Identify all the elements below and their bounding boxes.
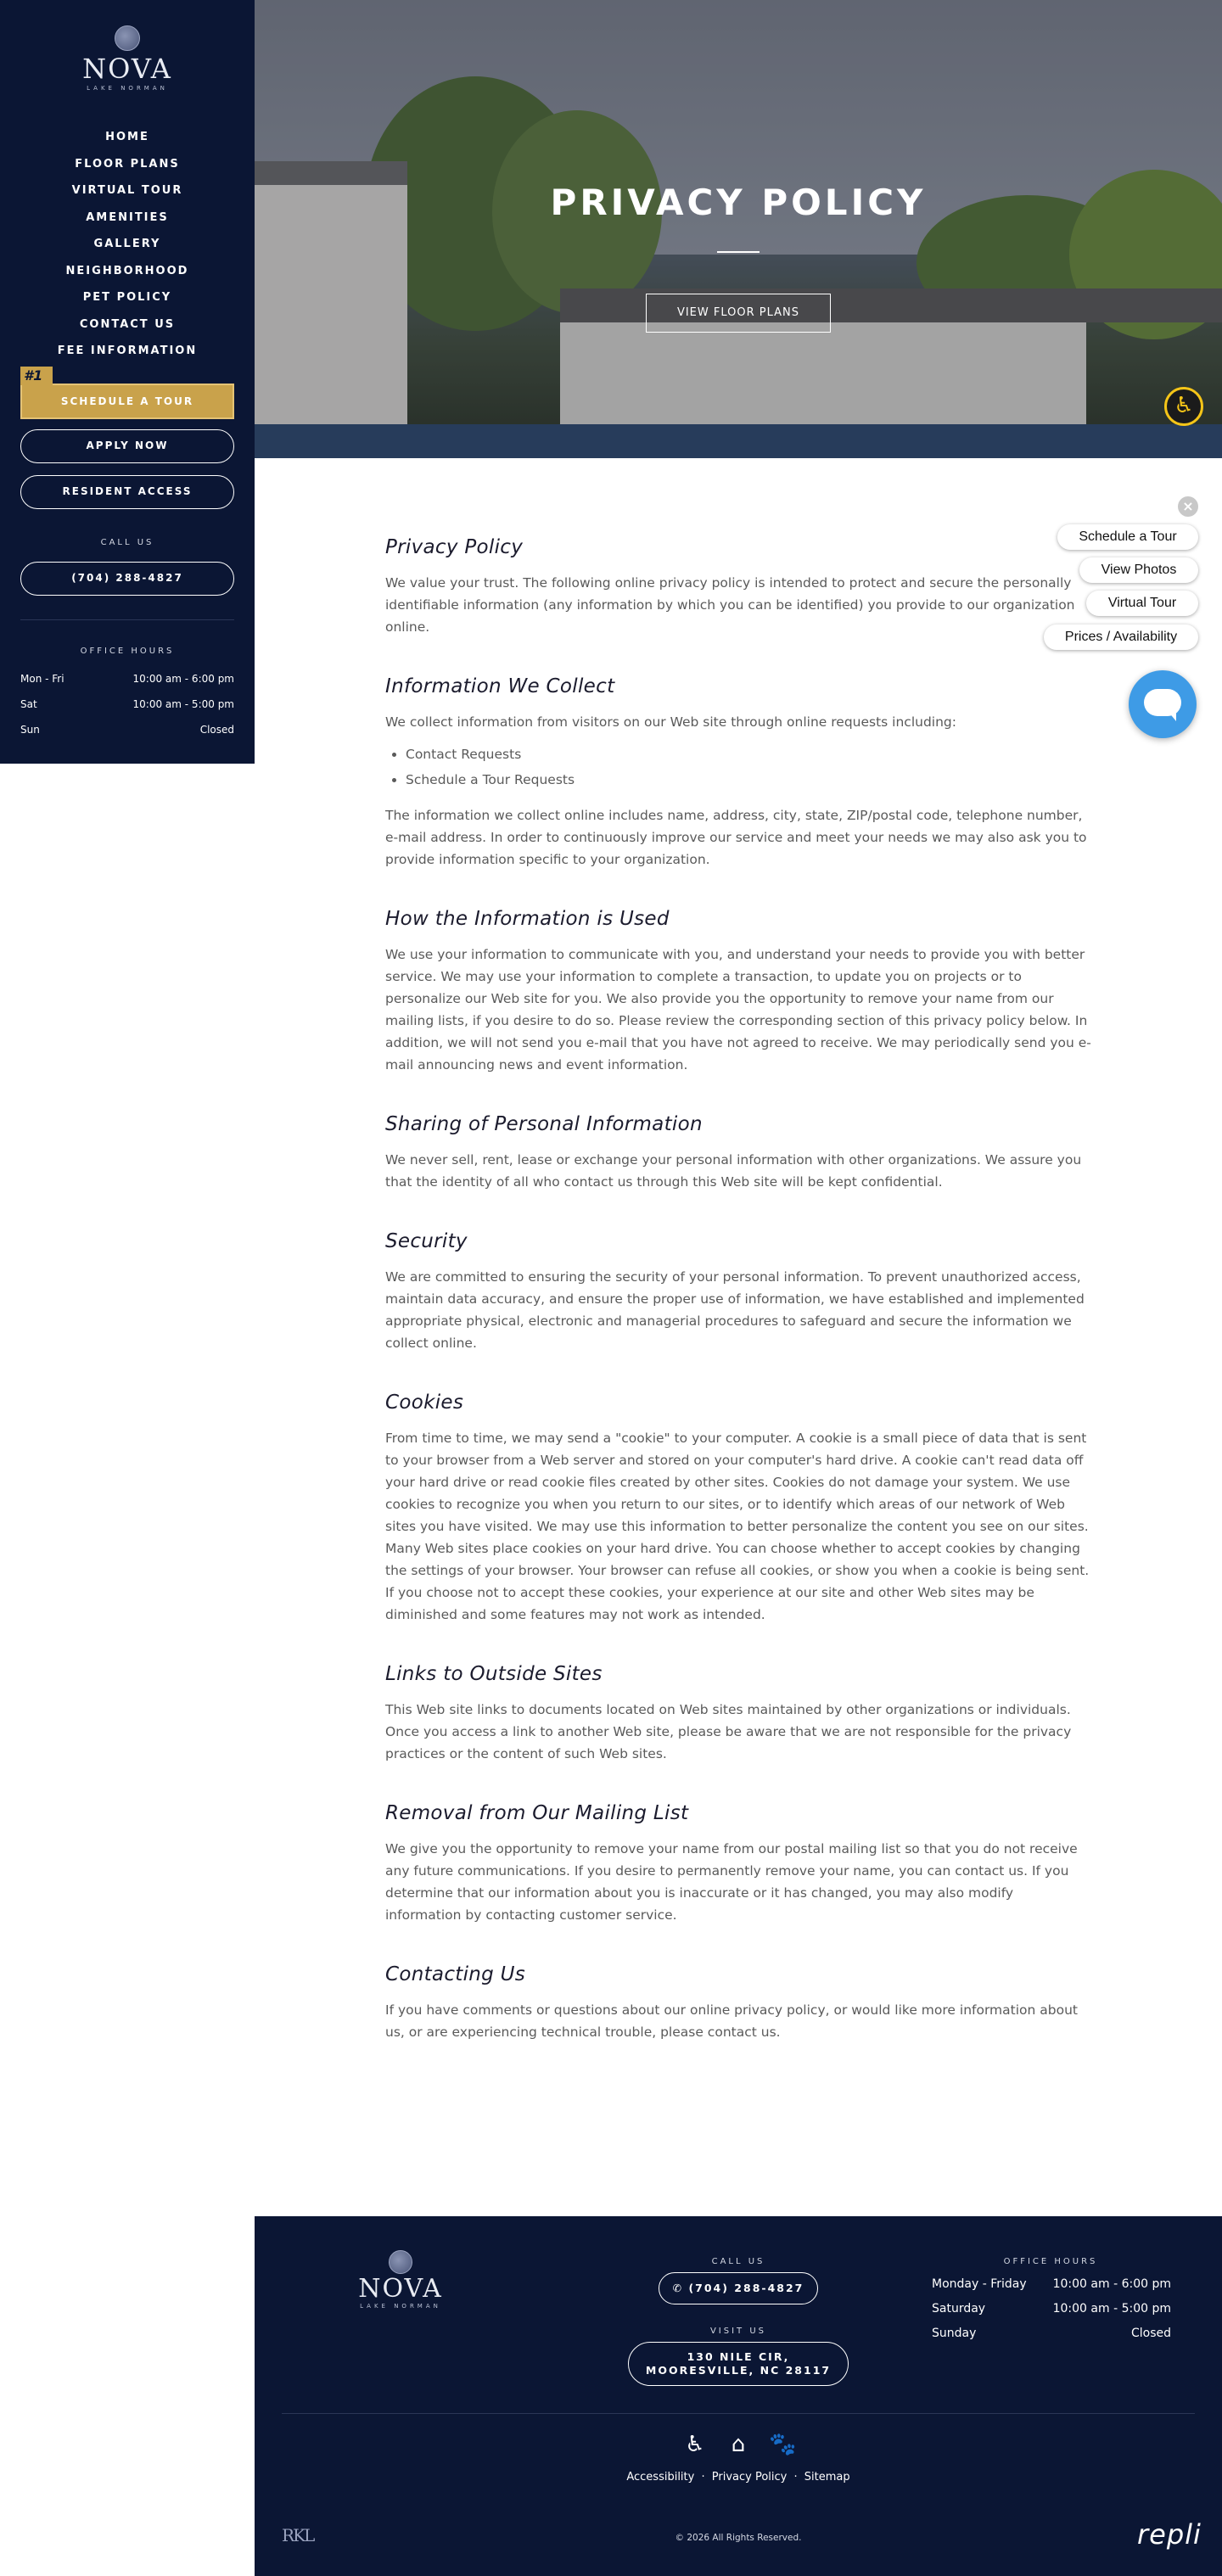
- hours-row: [20, 724, 234, 736]
- footer-logo[interactable]: [350, 2250, 451, 2310]
- footer-link-accessibility[interactable]: Accessibility: [626, 2471, 695, 2484]
- footer-links: [255, 2471, 1222, 2484]
- footer-phone-text: (704) 288-4827: [688, 2282, 804, 2294]
- hero-overlay: [255, 0, 1222, 458]
- hours-day: Saturday: [932, 2302, 986, 2316]
- phone-icon: ✆: [672, 2282, 689, 2294]
- section-paragraph: We never sell, rent, lease or exchange your personal information with other organizations. We assure you that the identity of all who contact us through this Web site will be kept confidential.: [385, 1152, 1082, 1190]
- hours-day: Monday - Friday: [932, 2277, 1027, 2291]
- sidebar-logo[interactable]: [0, 25, 255, 92]
- section-paragraph: This Web site links to documents located on Web sites maintained by other organizations or individuals. Once you access a link to another Web site, please be aware that we are not responsible for the privacy practices or the content of such Web sites.: [385, 1702, 1072, 1761]
- section-cookies: [385, 1392, 1091, 1626]
- footer-hours-row: [932, 2302, 1171, 2316]
- hours-time: 10:00 am - 5:00 pm: [1052, 2302, 1171, 2316]
- section-paragraph: The information we collect online includes name, address, city, state, ZIP/postal code, telephone number, e-mail address. In order to continuously improve our service and meet your needs we may also ask you to provide information specific to your organization.: [385, 808, 1087, 867]
- section-heading: Removal from Our Mailing List: [385, 1802, 689, 1824]
- copyright: © 2026 All Rights Reserved.: [675, 2533, 802, 2543]
- section-contacting: [385, 1963, 1091, 2043]
- section-paragraph: From time to time, we may send a "cookie" to your computer. A cookie is a small piece of data that is sent to your browser from a Web server and stored on your computer's hard drive. A cookie can't read data off your hard drive or read cookie files created by other sites. Cookies do not damage your system. We use cookies to recognize you when you return to our sites, or to identify which areas of our network of Web sites you have visited. We may use this information to better personalize the content you see on our sites. Many Web sites place cookies on your hard drive. You can choose whether to accept cookies by changing the settings of your browser. Your browser can refuse all cookies, or show you when a cookie is being sent. If you choose not to accept these cookies, your experience at our site and other Web sites may be diminished and some features may not work as intended.: [385, 1431, 1090, 1622]
- hours-time: Closed: [1130, 2327, 1171, 2340]
- hours-time: 10:00 am - 6:00 pm: [1052, 2277, 1171, 2291]
- sidebar-divider: [20, 619, 234, 620]
- section-paragraph: We are committed to ensuring the security of your personal information. To prevent unauthorized access, maintain data accuracy, and ensure the proper use of information, we have established and implemented appropriate physical, electronic and managerial procedures to safeguard and secure the information we collect online.: [385, 1269, 1085, 1351]
- section-paragraph: If you have comments or questions about our online privacy policy, or would like more information about us, or are experiencing technical trouble, please contact us.: [385, 2002, 1078, 2040]
- collect-list: [406, 742, 1091, 792]
- accessibility-icon[interactable]: ♿: [1164, 387, 1203, 426]
- hours-day: Sat: [20, 698, 37, 710]
- footer-address-button[interactable]: [628, 2342, 849, 2386]
- wheelchair-icon: ♿: [685, 2432, 705, 2457]
- widget-virtual-tour-button[interactable]: Virtual Tour: [1086, 591, 1198, 616]
- repli-logo[interactable]: repli: [1137, 2518, 1202, 2551]
- section-paragraph: We collect information from visitors on our Web site through online requests including:: [385, 714, 956, 730]
- nav-floor-plans[interactable]: FLOOR PLANS: [75, 157, 180, 171]
- logo-subtitle: LAKE NORMAN: [87, 85, 168, 92]
- call-us-label: CALL US: [100, 538, 154, 547]
- section-collect: [385, 675, 1091, 871]
- footer-hours-row: [932, 2327, 1171, 2340]
- logo-name: NOVA: [82, 53, 172, 85]
- main-nav: [0, 124, 255, 365]
- section-heading: How the Information is Used: [385, 908, 670, 930]
- footer-hours-row: [932, 2277, 1171, 2291]
- section-sharing: [385, 1113, 1091, 1193]
- footer-divider: [282, 2413, 1195, 2414]
- hours-day: Mon - Fri: [20, 673, 64, 685]
- footer-logo-subtitle: LAKE NORMAN: [360, 2303, 441, 2310]
- footer-hours-label: OFFICE HOURS: [1003, 2257, 1098, 2266]
- widget-prices-availability-button[interactable]: Prices / Availability: [1044, 624, 1198, 650]
- view-floor-plans-button[interactable]: VIEW FLOOR PLANS: [646, 294, 831, 333]
- footer-logo-name: NOVA: [358, 2274, 443, 2304]
- widget-view-photos-button[interactable]: View Photos: [1079, 557, 1198, 583]
- section-used: [385, 908, 1091, 1076]
- footer-call-label: CALL US: [711, 2257, 765, 2266]
- sidebar: [0, 0, 255, 764]
- section-heading: Cookies: [385, 1392, 464, 1414]
- close-widget-icon[interactable]: ×: [1178, 496, 1198, 517]
- equal-housing-icon: ⌂: [731, 2432, 746, 2457]
- privacy-content: [385, 536, 1091, 2080]
- title-underline: [717, 251, 760, 253]
- section-heading: Contacting Us: [385, 1963, 526, 1985]
- hours-row: [20, 673, 234, 685]
- hours-row: [20, 698, 234, 710]
- nav-amenities[interactable]: AMENITIES: [86, 210, 169, 224]
- list-item: • Schedule a Tour Requests: [406, 767, 1091, 792]
- schedule-tour-button[interactable]: SCHEDULE A TOUR: [20, 384, 234, 419]
- section-security: [385, 1230, 1091, 1354]
- footer-link-sitemap[interactable]: Sitemap: [804, 2471, 850, 2484]
- rank-badge: #1: [20, 367, 53, 385]
- section-heading: Privacy Policy: [385, 536, 524, 558]
- section-paragraph: We give you the opportunity to remove your name from our postal mailing list so that you do not receive any future communications. If you desire to permanently remove your name, you can contact us. If you determine that our information about you is inaccurate or it has changed, you may also modify information by contacting customer service.: [385, 1841, 1078, 1923]
- section-privacy: [385, 536, 1091, 638]
- phone-button[interactable]: (704) 288-4827: [20, 562, 234, 596]
- section-heading: Information We Collect: [385, 675, 615, 697]
- footer-visit-label: VISIT US: [709, 2327, 767, 2336]
- resident-access-button[interactable]: RESIDENT ACCESS: [20, 475, 234, 509]
- hours-day: Sunday: [932, 2327, 977, 2340]
- nav-fee-information[interactable]: FEE INFORMATION: [57, 344, 198, 357]
- footer-link-separator: ·: [793, 2471, 798, 2484]
- nav-contact-us[interactable]: CONTACT US: [79, 317, 176, 331]
- nav-virtual-tour[interactable]: VIRTUAL TOUR: [71, 184, 183, 197]
- nav-neighborhood[interactable]: NEIGHBORHOOD: [65, 264, 189, 277]
- section-paragraph: We value your trust. The following online privacy policy is intended to protect and secure the personally identifiable information (any information by which you can be identified) you provide to our organization online.: [385, 575, 1075, 635]
- section-paragraph: We use your information to communicate with you, and understand your needs to provide you with better service. We may use your information to complete a transaction, to update you on projects or to personalize our Web site for you. We also provide you the opportunity to remove your name from our mailing lists, if you desire to do so. Please review the corresponding section of this privacy policy below. In addition, we will not send you e-mail that you have not agreed to receive. We may periodically send you e-mail announcing news and event information.: [385, 947, 1091, 1072]
- footer-phone-button[interactable]: [659, 2272, 818, 2304]
- footer: [255, 2216, 1222, 2576]
- hours-time: Closed: [199, 724, 234, 736]
- section-heading: Links to Outside Sites: [385, 1663, 603, 1685]
- logo-emblem-icon: [115, 25, 140, 51]
- hero-banner: [255, 0, 1222, 458]
- footer-link-separator: ·: [701, 2471, 705, 2484]
- footer-address-line2: MOORESVILLE, NC 28117: [645, 2364, 832, 2377]
- section-removal: [385, 1802, 1091, 1926]
- footer-link-privacy[interactable]: Privacy Policy: [711, 2471, 788, 2484]
- section-heading: Security: [385, 1230, 468, 1252]
- logo-emblem-icon: [389, 2250, 412, 2274]
- rkl-logo[interactable]: RKL: [282, 2525, 314, 2545]
- footer-address-line1: 130 NILE CIR,: [687, 2350, 790, 2363]
- list-item: • Contact Requests: [406, 742, 1091, 767]
- nav-gallery[interactable]: GALLERY: [93, 238, 161, 250]
- hours-time: 10:00 am - 5:00 pm: [132, 698, 234, 710]
- pet-paw-icon: 🐾: [769, 2432, 797, 2457]
- section-heading: Sharing of Personal Information: [385, 1113, 703, 1135]
- hours-day: Sun: [20, 724, 40, 736]
- chat-bubble-tail: [1168, 711, 1176, 721]
- section-links: [385, 1663, 1091, 1765]
- page-title: PRIVACY POLICY: [550, 182, 927, 223]
- widget-schedule-tour-button[interactable]: Schedule a Tour: [1057, 524, 1198, 550]
- footer-icons: [255, 2432, 1222, 2457]
- apply-now-button[interactable]: APPLY NOW: [20, 429, 234, 463]
- nav-pet-policy[interactable]: PET POLICY: [82, 291, 172, 304]
- hours-time: 10:00 am - 6:00 pm: [132, 673, 234, 685]
- office-hours-label: OFFICE HOURS: [80, 647, 175, 656]
- chat-button[interactable]: [1129, 670, 1197, 738]
- nav-home[interactable]: HOME: [105, 131, 149, 143]
